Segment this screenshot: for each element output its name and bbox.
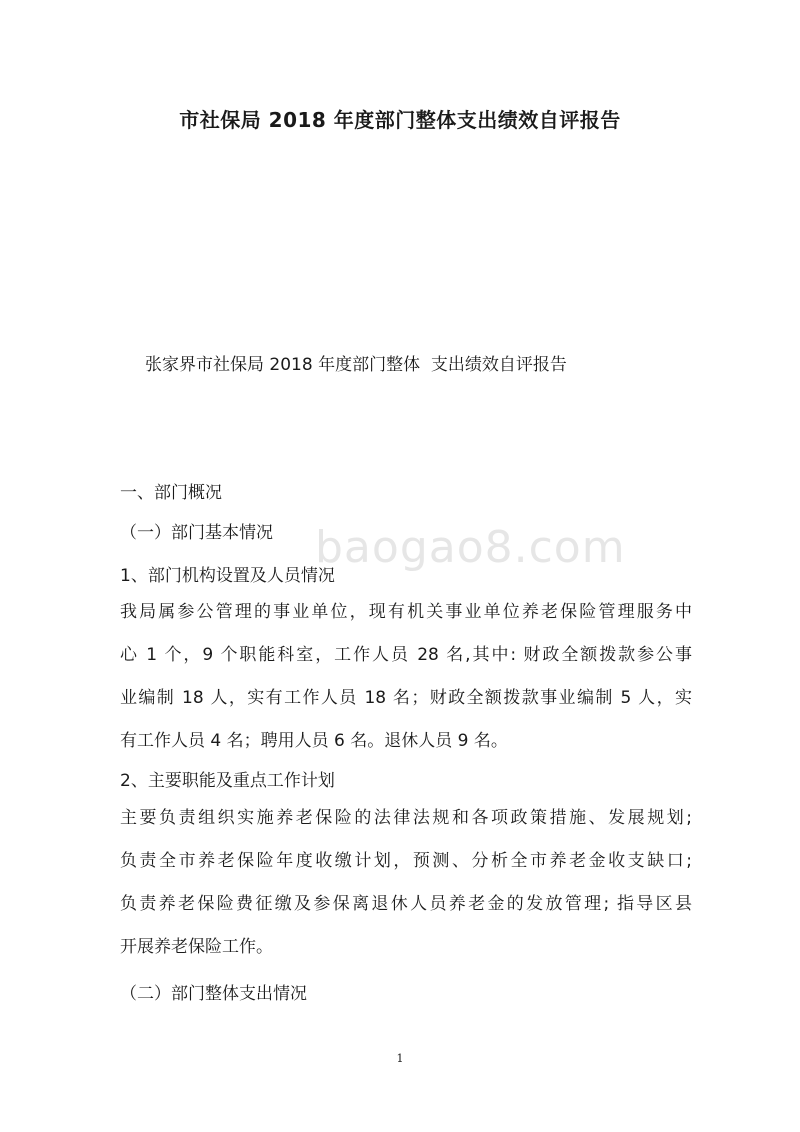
document-subtitle: 张家界市社保局 2018 年度部门整体 支出绩效自评报告 [145, 355, 567, 375]
paragraph-line: 负责养老保险费征缴及参保离退休人员养老金的发放管理; 指导区县 [120, 894, 692, 914]
paragraph-line: 主要负责组织实施养老保险的法律法规和各项政策措施、发展规划; [120, 808, 692, 828]
paragraph-line: 有工作人员 4 名；聘用人员 6 名。退休人员 9 名。 [120, 731, 508, 751]
paragraph-line: 负责全市养老保险年度收缴计划，预测、分析全市养老金收支缺口; [120, 851, 692, 871]
paragraph-line: 我局属参公管理的事业单位，现有机关事业单位养老保险管理服务中 [120, 602, 692, 622]
watermark: baogao8.com [315, 522, 626, 573]
section-heading-1-1-1: 1、部门机构设置及人员情况 [120, 566, 335, 586]
paragraph-staffing [120, 591, 692, 763]
paragraph-line: 心 1 个，9 个职能科室，工作人员 28 名,其中: 财政全额拨款参公事 [120, 645, 692, 665]
paragraph-line: 业编制 18 人，实有工作人员 18 名；财政全额拨款事业编制 5 人，实 [120, 688, 692, 708]
section-heading-1-2: （二）部门整体支出情况 [120, 984, 307, 1004]
section-heading-1-1: （一）部门基本情况 [120, 523, 273, 543]
paragraph-functions [120, 797, 692, 969]
paragraph-line: 开展养老保险工作。 [120, 937, 273, 957]
page-number: 1 [396, 1052, 404, 1065]
section-heading-1: 一、部门概况 [120, 483, 222, 503]
document-title: 市社保局 2018 年度部门整体支出绩效自评报告 [179, 108, 621, 132]
section-heading-1-1-2: 2、主要职能及重点工作计划 [120, 771, 335, 791]
